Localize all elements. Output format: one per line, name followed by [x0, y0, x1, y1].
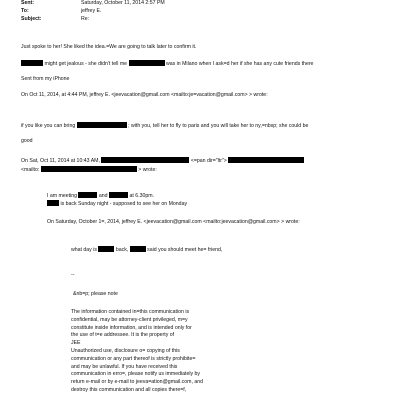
notice-line: destroy this communication and all copies there=f,: [71, 386, 187, 393]
redaction-block: [77, 122, 127, 128]
notice-line: communication or any part thereof is strictly prohibite=: [71, 355, 196, 362]
redaction-block: [228, 157, 304, 163]
notice-line: constitute inside information, and is intended only for: [71, 324, 192, 331]
subject-label: Subject:: [21, 16, 42, 22]
body-line-2: might get jealous - she didn't tell me was in Milano when I ask=d her if she has any cute friends there: [21, 60, 313, 67]
notice-line: communication in erro=, please notify us immediately by: [71, 371, 201, 378]
header-subject-row: [21, 16, 41, 22]
to-value: jeffrey E.: [81, 8, 102, 14]
notice-line: return e-mail or by e-mail to jeeva=ation@gmail.com, and: [71, 379, 203, 386]
subject-value: Re:: [81, 16, 90, 22]
sent-label: Sent:: [21, 0, 34, 6]
notice-line: Unauthorized use, disclosure o= copying of this: [71, 347, 180, 354]
body-line-8: is back Sunday night - supposed to see her on Monday: [47, 200, 187, 207]
redaction-block: [130, 246, 146, 252]
to-label: To:: [21, 8, 29, 14]
notice-line: JEE: [71, 340, 81, 347]
body-line-9: On Saturday, October 1=, 2014, jeffrey E. <jeevacation@gmail.com <mailto:jeevacation@gmail.com> > wrote:: [47, 219, 300, 225]
body-line-11: --: [71, 272, 75, 278]
redaction-block: [101, 157, 189, 163]
header-to-row: [21, 8, 29, 14]
notice-line: The information contained in=this communication is: [71, 309, 190, 315]
redaction-block: [47, 200, 59, 206]
body-line-5: if you like you can bring ; with you, tell her to fly to paris and you will take her to ny,=nbsp; she could be: [21, 123, 309, 129]
redaction-block: [98, 246, 114, 252]
body-line-5b: good: [21, 138, 33, 144]
redaction-block: [109, 192, 128, 198]
body-line-6b: <mailto: > wrote:: [21, 167, 157, 173]
redaction-block: [21, 60, 43, 66]
body-line-1: Just spoke to her! She liked the idea.=We are going to talk later to confirm it.: [21, 44, 197, 50]
notice-line: the use of t=e addressee. It is the property of: [71, 332, 175, 339]
redaction-block: [78, 192, 97, 198]
redaction-block: [129, 60, 165, 66]
notice-line: and may be unlawful. If you have received this: [71, 363, 178, 370]
header-sent-row: [21, 0, 34, 6]
confidentiality-notice: [71, 309, 203, 395]
body-line-12: &nb=p; please note: [73, 291, 118, 297]
notice-line: confidential, may be attorney-client privileged, m=y: [71, 316, 188, 323]
body-line-10: what day is back, said you should meet he= friend,: [71, 247, 223, 253]
body-line-4: On Oct 11, 2014, at 4:44 PM, jeffrey E. <jeevacation@gmail.com <mailto:je=vacation@gmail.com> > wrote:: [21, 92, 268, 98]
sent-value: Saturday, October 11, 2014 2:57 PM: [81, 0, 165, 6]
body-line-3: Sent from my iPhone: [21, 76, 70, 82]
body-line-6: On Sat, Oct 11, 2014 at 10:43 AM, <=pan dir="ltr">: [21, 157, 304, 164]
body-line-7: I am meeting and at 6.30pm.: [47, 193, 154, 199]
redaction-block: [41, 166, 137, 172]
